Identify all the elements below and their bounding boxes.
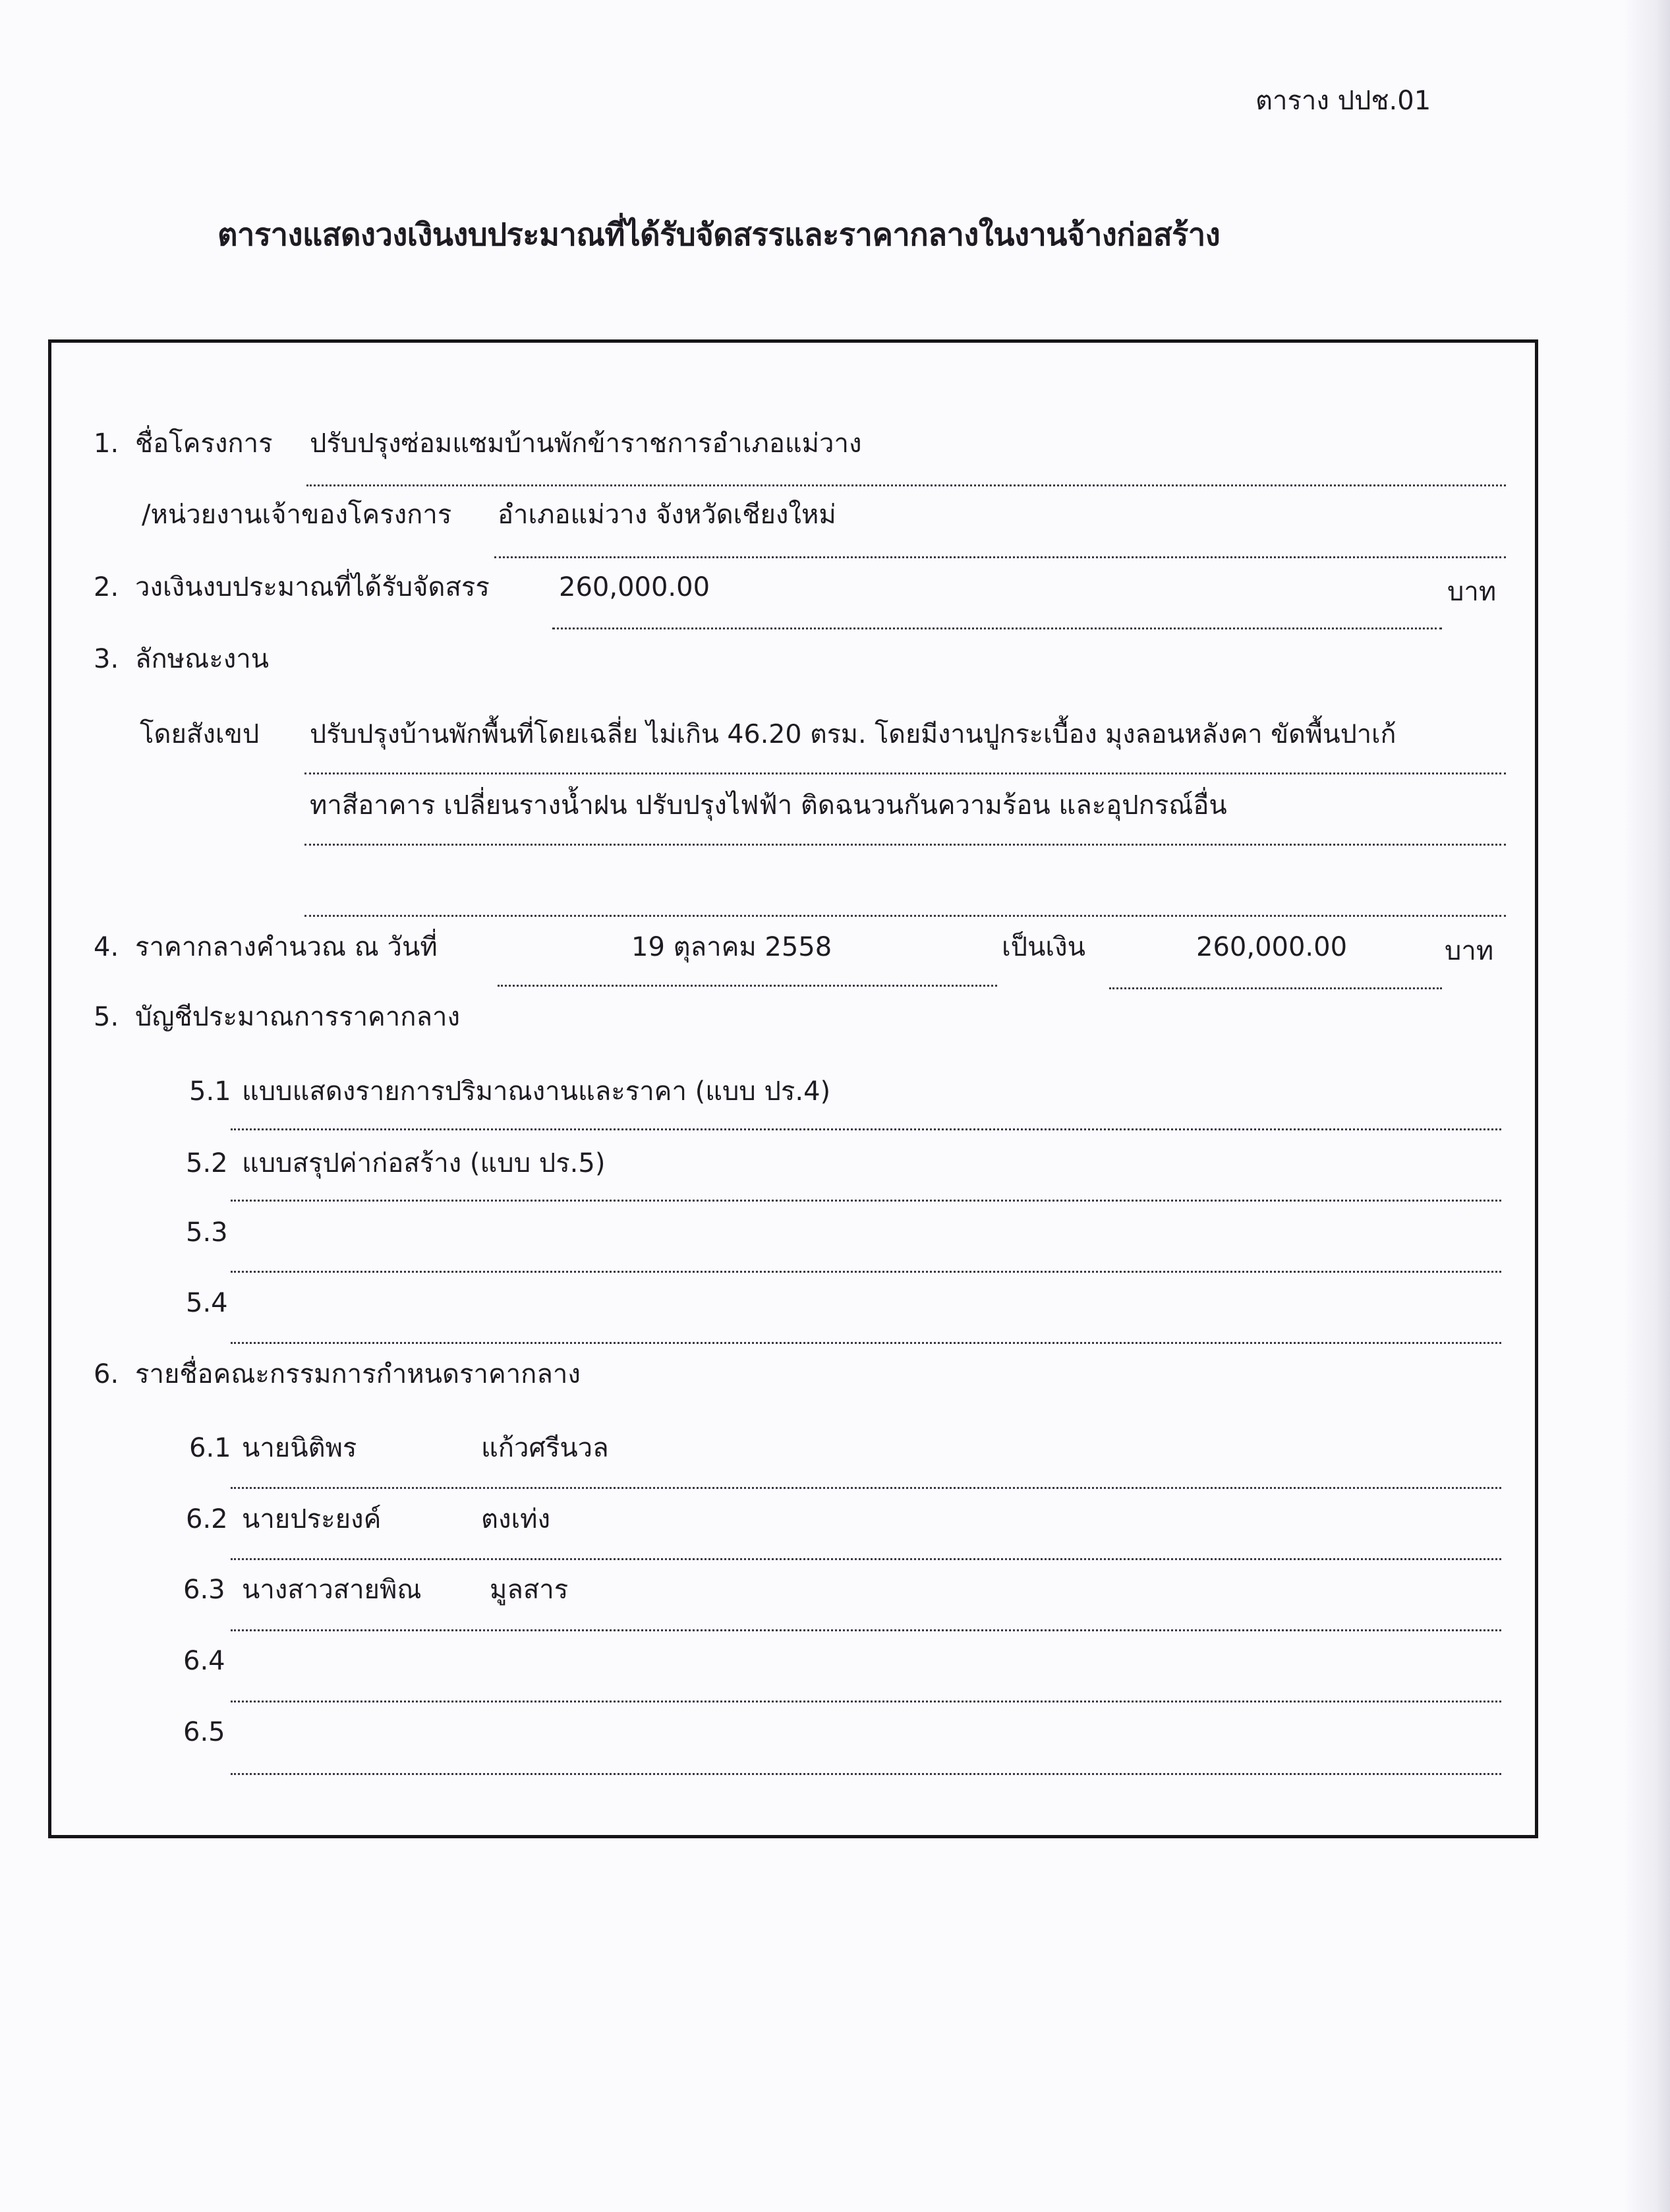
committee-member-first-name: นางสาวสายพิณ [242,1575,422,1605]
committee-member-last-name: มูลสาร [490,1575,569,1605]
reference-price-date-label: ราคากลางคำนวณ ณ วันที่ [135,932,438,962]
item3-number: 3. [94,644,119,674]
estimate-item-number: 5.2 [186,1148,228,1179]
estimate-item-line [231,1271,1501,1273]
page-edge-shadow [1624,0,1670,2212]
work-summary-line2: ทาสีอาคาร เปลี่ยนรางน้ำฝน ปรับปรุงไฟฟ้า ติดฉนวนกันความร้อน และอุปกรณ์อื่น [310,790,1227,821]
committee-member-last-name: ตงเท่ง [481,1504,551,1534]
committee-member-line [231,1487,1501,1489]
committee-member-number: 6.3 [183,1575,225,1605]
work-summary-line3-dots [304,915,1506,917]
budget-unit: บาท [1447,577,1497,607]
estimate-item-text: แบบสรุปค่าก่อสร้าง (แบบ ปร.5) [242,1148,606,1179]
committee-member-first-name: นายนิติพร [242,1433,357,1463]
reference-amount-line [1109,987,1442,989]
committee-member-number: 6.1 [189,1433,231,1463]
item4-number: 4. [94,932,119,962]
committee-member-line [231,1629,1501,1631]
work-nature-label: ลักษณะงาน [135,644,270,674]
owner-agency-value: อำเภอแม่วาง จังหวัดเชียงใหม่ [498,500,836,530]
reference-date-line [498,985,997,987]
committee-member-line [231,1701,1501,1703]
committee-member-line [231,1558,1501,1560]
committee-member-number: 6.4 [183,1646,225,1676]
reference-price-date: 19 ตุลาคม 2558 [631,932,832,962]
budget-value: 260,000.00 [559,572,710,602]
estimate-item-line [231,1200,1501,1202]
amount-unit: บาท [1445,936,1494,966]
estimate-item-number: 5.3 [186,1217,228,1248]
price-estimate-label: บัญชีประมาณการราคากลาง [135,1002,460,1032]
estimate-item-text: แบบแสดงรายการปริมาณงานและราคา (แบบ ปร.4) [242,1076,831,1107]
committee-member-line [231,1773,1501,1775]
reference-price-amount: 260,000.00 [1196,932,1348,962]
item1-number: 1. [94,428,119,459]
item1-label: ชื่อโครงการ [135,428,273,459]
summary-label: โดยสังเขป [140,719,260,749]
committee-member-number: 6.2 [186,1504,228,1534]
work-summary-line1: ปรับปรุงบ้านพักพื้นที่โดยเฉลี่ย ไม่เกิน 46.20 ตรม. โดยมีงานปูกระเบื้อง มุงลอนหลังคา ขัดพื้นปาเก้ [310,719,1396,749]
budget-label: วงเงินงบประมาณที่ได้รับจัดสรร [135,572,490,602]
form-reference: ตาราง ปปช.01 [1255,86,1431,116]
work-summary-line1-dots [304,772,1506,774]
committee-member-first-name: นายประยงค์ [242,1504,382,1534]
work-summary-line2-dots [304,844,1506,846]
amount-label: เป็นเงิน [1002,932,1085,962]
owner-agency-label: /หน่วยงานเจ้าของโครงการ [142,500,452,530]
item6-number: 6. [94,1359,119,1389]
project-name-value: ปรับปรุงซ่อมแซมบ้านพักข้าราชการอำเภอแม่วาง [310,428,862,459]
project-name-line [306,484,1506,486]
estimate-item-line [231,1342,1501,1344]
estimate-item-line [231,1128,1501,1130]
committee-member-number: 6.5 [183,1717,225,1747]
committee-member-last-name: แก้วศรีนวล [481,1433,609,1463]
item2-number: 2. [94,572,119,602]
owner-agency-line [494,556,1506,558]
committee-label: รายชื่อคณะกรรมการกำหนดราคากลาง [135,1359,581,1389]
estimate-item-number: 5.1 [189,1076,231,1107]
estimate-item-number: 5.4 [186,1288,228,1318]
budget-line [552,627,1442,629]
item5-number: 5. [94,1002,119,1032]
document-title: ตารางแสดงวงเงินงบประมาณที่ได้รับจัดสรรและราคากลางในงานจ้างก่อสร้าง [217,217,1221,253]
